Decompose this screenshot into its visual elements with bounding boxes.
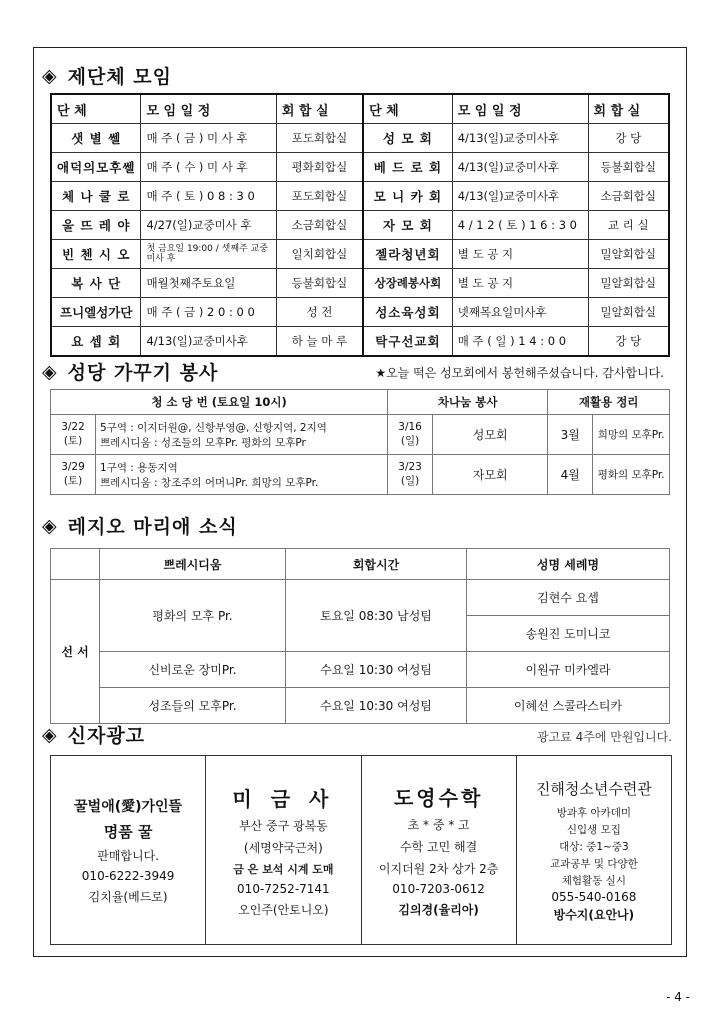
tea-date: 3/23 (일)	[388, 455, 433, 495]
schedule: 넷째목요일미사후	[452, 298, 588, 327]
room: 밀알회합실	[588, 298, 669, 327]
legio-side-label: 선 서	[51, 580, 100, 724]
member-name: 김현수 요셉	[467, 580, 670, 616]
ad-phone: 010-7203-0612	[392, 882, 485, 896]
ad-line: 부산 중구 광복동	[238, 818, 328, 833]
ad-line: 수학 고민 해결	[400, 840, 478, 854]
header-cell: 모 임 일 정	[452, 94, 588, 124]
header-cell: 회 합 실	[588, 94, 669, 124]
schedule: 4/13(일)교중미사후	[452, 153, 588, 182]
ads-section-title: ◈ 신자광고	[42, 723, 146, 747]
table-header-row	[51, 94, 669, 124]
clean-line: 5구역 : 이지더원@, 신항부영@, 신항지역, 2지역	[100, 421, 327, 434]
room: 포도회합실	[276, 182, 363, 211]
group-name: 체 나 쿨 로	[51, 182, 141, 211]
schedule: 4 / 1 2 ( 토 ) 1 6 : 3 0	[452, 211, 588, 240]
ad-line: 초 * 중 * 고	[407, 818, 470, 832]
service-table	[50, 389, 670, 495]
ad-line: 명품 꿀	[103, 822, 153, 841]
ad-line: 판매합니다.	[97, 848, 160, 863]
table-row	[51, 580, 670, 616]
ad-line: 교과공부 및 다양한	[549, 857, 638, 870]
ad-line: (세명약국근처)	[243, 840, 323, 855]
table-row	[51, 652, 670, 688]
schedule: 4/13(일)교중미사후	[452, 124, 588, 153]
legio-section-title: ◈ 레지오 마리애 소식	[42, 514, 238, 538]
clean-line: 쁘레시디움 : 창조주의 어머니Pr. 희망의 모후Pr.	[100, 476, 319, 489]
table-header-row	[51, 390, 670, 415]
group-name: 빈 첸 시 오	[51, 240, 141, 269]
ad-line: 방과후 아카데미	[556, 806, 632, 819]
schedule: 첫 금요일 19:00 / 셋째주 교중미사 후	[141, 240, 276, 269]
table-row	[51, 415, 670, 455]
schedule: 매 주 ( 수 ) 미 사 후	[141, 153, 276, 182]
header-cell: 성명 세례명	[467, 549, 670, 580]
recycle-group: 희망의 모후Pr.	[593, 415, 670, 455]
header-cell: 청 소 당 번 (토요일 10시)	[51, 390, 388, 415]
ad-line: 신입생 모집	[566, 823, 621, 836]
diamond-icon: ◈	[42, 64, 58, 87]
page-number: - 4 -	[666, 990, 690, 1004]
ad-contact: 김의경(율리아)	[398, 903, 479, 917]
recycle-month: 3월	[548, 415, 593, 455]
diamond-icon: ◈	[42, 360, 58, 383]
group-name: 성소육성회	[363, 298, 452, 327]
schedule: 매 주 ( 금 ) 2 0 : 0 0	[141, 298, 276, 327]
tea-group: 성모회	[433, 415, 548, 455]
legio-table	[50, 548, 670, 724]
clean-duty	[96, 455, 388, 495]
ad-contact: 오인주(안토니오)	[238, 902, 329, 917]
schedule: 매월첫째주토요일	[141, 269, 276, 298]
clean-date: 3/29 (토)	[51, 455, 96, 495]
schedule: 매 주 ( 토 ) 0 8 : 3 0	[141, 182, 276, 211]
meeting-time: 토요일 08:30 남성팀	[286, 580, 467, 652]
table-row	[51, 182, 669, 211]
table-row	[51, 327, 669, 357]
clean-line: 쁘레시디움 : 성조들의 모후Pr. 평화의 모후Pr	[100, 436, 306, 449]
room: 하 늘 마 루	[276, 327, 363, 357]
ad-title: 미 금 사	[232, 786, 335, 811]
header-cell: 차나눔 봉사	[388, 390, 548, 415]
ad-line: 이지더원 2차 상가 2층	[378, 862, 499, 876]
clean-duty	[96, 415, 388, 455]
room: 강 당	[588, 124, 669, 153]
groups-section-title: ◈ 제단체 모임	[42, 64, 173, 88]
schedule: 4/13(일)교중미사후	[452, 182, 588, 211]
group-name: 프니엘성가단	[51, 298, 141, 327]
group-name: 상장례봉사회	[363, 269, 452, 298]
ad-line: 대상: 중1~중3	[559, 840, 629, 853]
header-cell: 단 체	[363, 94, 452, 124]
room: 등불회합실	[276, 269, 363, 298]
ad-phone: 055-540-0168	[551, 889, 637, 904]
room: 밀알회합실	[588, 240, 669, 269]
ad-title: 꿀벌애(愛)가인뜰	[74, 798, 183, 815]
group-name: 복 사 단	[51, 269, 141, 298]
group-name: 애덕의모후쎌	[51, 153, 141, 182]
room: 성 전	[276, 298, 363, 327]
meeting-time: 수요일 10:30 여성팀	[286, 652, 467, 688]
table-header-row	[51, 549, 670, 580]
ads-box	[50, 755, 672, 945]
member-name: 송원진 도미니코	[467, 616, 670, 652]
header-cell: 모 임 일 정	[141, 94, 276, 124]
ad-line: 금 은 보석 시계 도매	[233, 862, 334, 876]
table-row	[51, 153, 669, 182]
header-cell: 회 합 실	[276, 94, 363, 124]
presidium: 평화의 모후 Pr.	[100, 580, 286, 652]
room: 교 리 실	[588, 211, 669, 240]
recycle-group: 평화의 모후Pr.	[593, 455, 670, 495]
table-row	[51, 298, 669, 327]
ad-phone: 010-7252-7141	[237, 881, 330, 896]
group-name: 요 셉 회	[51, 327, 141, 357]
ad-phone: 010-6222-3949	[81, 868, 175, 883]
tea-date: 3/16 (일)	[388, 415, 433, 455]
header-cell	[51, 549, 100, 580]
header-cell: 단 체	[51, 94, 141, 124]
groups-table	[50, 93, 670, 357]
room: 포도회합실	[276, 124, 363, 153]
clean-date: 3/22 (토)	[51, 415, 96, 455]
table-row	[51, 240, 669, 269]
bulletin-page	[33, 47, 687, 957]
room: 밀알회합실	[588, 269, 669, 298]
ad-honey	[51, 756, 206, 944]
header-cell: 재활용 정리	[548, 390, 670, 415]
group-name: 모 니 카 회	[363, 182, 452, 211]
presidium: 성조들의 모후Pr.	[100, 688, 286, 724]
diamond-icon: ◈	[42, 514, 58, 537]
ad-migeumsa	[206, 756, 361, 944]
room: 평화회합실	[276, 153, 363, 182]
member-name: 이원규 미카엘라	[467, 652, 670, 688]
header-cell: 회합시간	[286, 549, 467, 580]
member-name: 이혜선 스콜라스티카	[467, 688, 670, 724]
schedule: 매 주 ( 금 ) 미 사 후	[141, 124, 276, 153]
decorate-note: ★오늘 떡은 성모회에서 봉헌해주셨습니다. 감사합니다.	[375, 366, 664, 380]
room: 소금회합실	[588, 182, 669, 211]
header-cell: 쁘레시디움	[100, 549, 286, 580]
group-name: 샛 별 쎌	[51, 124, 141, 153]
schedule: 별 도 공 지	[452, 269, 588, 298]
ad-math	[362, 756, 517, 944]
presidium: 신비로운 장미Pr.	[100, 652, 286, 688]
schedule: 4/13(일)교중미사후	[141, 327, 276, 357]
ad-contact: 김치율(베드로)	[88, 889, 168, 904]
schedule: 매 주 ( 일 ) 1 4 : 0 0	[452, 327, 588, 357]
table-row	[51, 211, 669, 240]
table-row	[51, 269, 669, 298]
table-row	[51, 455, 670, 495]
room: 일치회합실	[276, 240, 363, 269]
group-name: 자 모 회	[363, 211, 452, 240]
ad-title: 도영수학	[393, 786, 484, 810]
group-name: 탁구선교회	[363, 327, 452, 357]
group-name: 베 드 로 회	[363, 153, 452, 182]
recycle-month: 4월	[548, 455, 593, 495]
room: 등불회합실	[588, 153, 669, 182]
ads-note: 광고료 4주에 만원입니다.	[537, 730, 672, 744]
group-name: 성 모 회	[363, 124, 452, 153]
table-row	[51, 688, 670, 724]
room: 소금회합실	[276, 211, 363, 240]
group-name: 울 뜨 레 야	[51, 211, 141, 240]
group-name: 젤라청년회	[363, 240, 452, 269]
decorate-section-title: ◈ 성당 가꾸기 봉사	[42, 360, 219, 384]
room: 강 당	[588, 327, 669, 357]
ad-contact: 방수지(요안나)	[553, 907, 635, 922]
table-row	[51, 124, 669, 153]
schedule: 4/27(일)교중미사 후	[141, 211, 276, 240]
tea-group: 자모회	[433, 455, 548, 495]
ad-line: 체험활동 실시	[561, 874, 626, 887]
ad-youth-center	[517, 756, 671, 944]
clean-line: 1구역 : 용동지역	[100, 461, 178, 474]
meeting-time: 수요일 10:30 여성팀	[286, 688, 467, 724]
diamond-icon: ◈	[42, 723, 58, 746]
ad-title: 진해청소년수련관	[535, 779, 652, 798]
schedule: 별 도 공 지	[452, 240, 588, 269]
